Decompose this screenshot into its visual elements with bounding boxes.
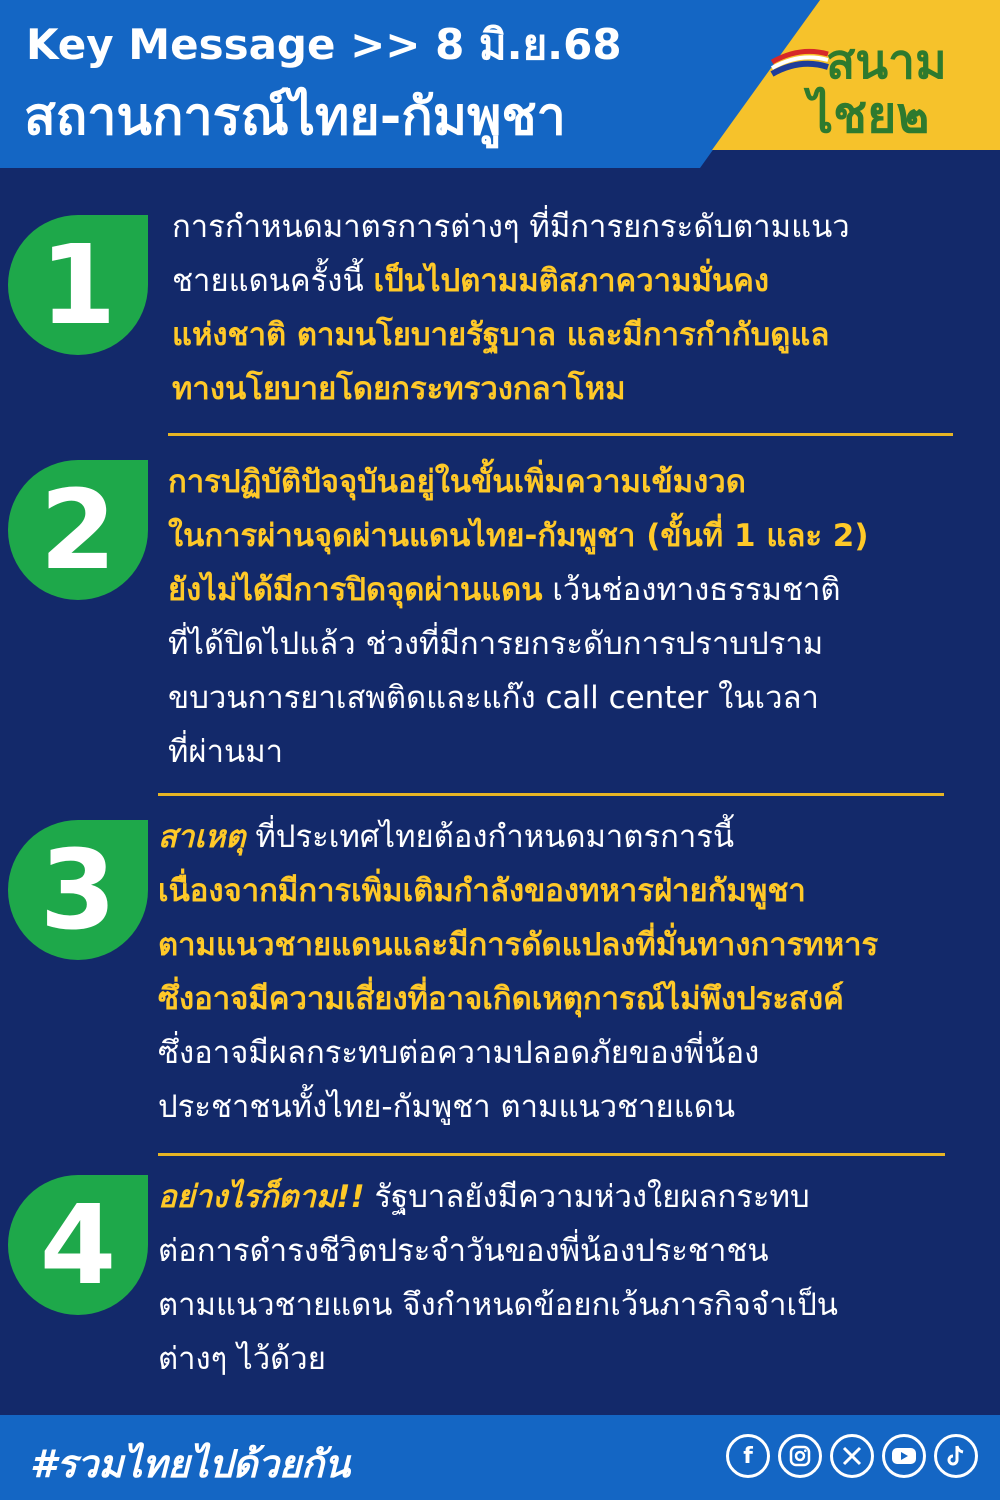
text-segment: เป็นไปตามมติสภาความมั่นคง	[373, 263, 770, 299]
text-segment: ต่อการดำรงชีวิตประจำวันของพี่น้องประชาชน	[158, 1233, 769, 1269]
text-segment: ที่ได้ปิดไปแล้ว ช่วงที่มีการยกระดับการปราบปราม	[168, 626, 824, 662]
divider-1	[168, 433, 953, 436]
section-3-line	[158, 864, 878, 918]
text-segment: ที่ประเทศไทยต้องกำหนดมาตรการนี้	[245, 819, 735, 855]
section-2-line	[168, 725, 869, 779]
text-segment: ชายแดนครั้งนี้	[172, 263, 374, 299]
section-3-line	[158, 810, 878, 864]
divider-2	[158, 793, 944, 796]
hashtag: #รวมไทยไปด้วยกัน	[30, 1442, 351, 1486]
section-4-number-badge	[8, 1175, 148, 1315]
text-segment: รัฐบาลยังมีความห่วงใยผลกระทบ	[364, 1179, 810, 1215]
section-2-line	[168, 617, 869, 671]
section-4-text	[158, 1170, 838, 1386]
section-2-text	[168, 455, 869, 779]
section-4-number: 4	[39, 1181, 117, 1309]
text-segment: ประชาชนทั้งไทย-กัมพูชา ตามแนวชายแดน	[158, 1089, 736, 1125]
section-2-line	[168, 455, 869, 509]
logo-text-bottom: ไชย๒	[808, 86, 930, 144]
instagram-icon[interactable]	[778, 1434, 822, 1478]
section-3-number: 3	[39, 826, 117, 954]
header-title-main: สถานการณ์ไทย-กัมพูชา	[24, 87, 566, 147]
section-1-line	[172, 308, 850, 362]
text-segment: สาเหตุ	[158, 819, 246, 855]
section-4-line	[158, 1332, 838, 1386]
section-2-number: 2	[39, 466, 117, 594]
text-segment: ตามแนวชายแดน จึงกำหนดข้อยกเว้นภารกิจจำเป็น	[158, 1287, 838, 1323]
section-1-line	[172, 362, 850, 416]
section-1-text	[172, 200, 850, 416]
section-2-number-badge	[8, 460, 148, 600]
section-4-line	[158, 1170, 838, 1224]
text-segment: อย่างไรก็ตาม!!	[158, 1179, 365, 1215]
section-1-line	[172, 254, 850, 308]
facebook-icon[interactable]: f	[726, 1434, 770, 1478]
logo-text-top: สนาม	[826, 34, 947, 90]
text-segment: ที่ผ่านมา	[168, 734, 284, 770]
text-segment: ยังไม่ได้มีการปิดจุดผ่านแดน	[168, 572, 543, 608]
section-1-number-badge	[8, 215, 148, 355]
youtube-icon[interactable]	[882, 1434, 926, 1478]
divider-3	[158, 1153, 945, 1156]
tiktok-icon[interactable]	[934, 1434, 978, 1478]
header	[0, 0, 1000, 168]
text-segment: ในการผ่านจุดผ่านแดนไทย-กัมพูชา (ขั้นที่ 1 และ 2)	[168, 518, 869, 554]
text-segment: ซึ่งอาจมีผลกระทบต่อความปลอดภัยของพี่น้อง	[158, 1035, 760, 1071]
logo	[770, 20, 990, 144]
section-4-line	[158, 1224, 838, 1278]
text-segment: ต่างๆ ไว้ด้วย	[158, 1341, 326, 1377]
footer	[0, 1415, 1000, 1500]
text-segment: เนื่องจากมีการเพิ่มเติมกำลังของทหารฝ่ายกัมพูชา	[158, 873, 806, 909]
text-segment: แห่งชาติ ตามนโยบายรัฐบาล และมีการกำกับดูแล	[172, 317, 830, 353]
section-3-text	[158, 810, 878, 1134]
text-segment: การปฏิบัติปัจจุบันอยู่ในขั้นเพิ่มความเข้มงวด	[168, 464, 746, 500]
section-3-line	[158, 918, 878, 972]
section-1-number: 1	[39, 221, 117, 349]
section-3-line	[158, 1080, 878, 1134]
text-segment: ขบวนการยาเสพติดและแก๊ง call center ในเวลา	[168, 680, 819, 716]
section-3-line	[158, 1026, 878, 1080]
section-2-line	[168, 563, 869, 617]
section-3-number-badge	[8, 820, 148, 960]
x-icon[interactable]	[830, 1434, 874, 1478]
section-3-line	[158, 972, 878, 1026]
text-segment: การกำหนดมาตรการต่างๆ ที่มีการยกระดับตามแนว	[172, 209, 850, 245]
text-segment: ซึ่งอาจมีความเสี่ยงที่อาจเกิดเหตุการณ์ไม่พึงประสงค์	[158, 981, 844, 1017]
section-4-line	[158, 1278, 838, 1332]
text-segment: ตามแนวชายแดนและมีการดัดแปลงที่มั่นทางการทหาร	[158, 927, 879, 963]
section-2-line	[168, 509, 869, 563]
text-segment: เว้นช่องทางธรรมชาติ	[542, 572, 841, 608]
text-segment: ทางนโยบายโดยกระทรวงกลาโหม	[172, 371, 626, 407]
section-1-line	[172, 200, 850, 254]
section-2-line	[168, 671, 869, 725]
header-title-date: Key Message >> 8 มิ.ย.68	[26, 20, 622, 69]
